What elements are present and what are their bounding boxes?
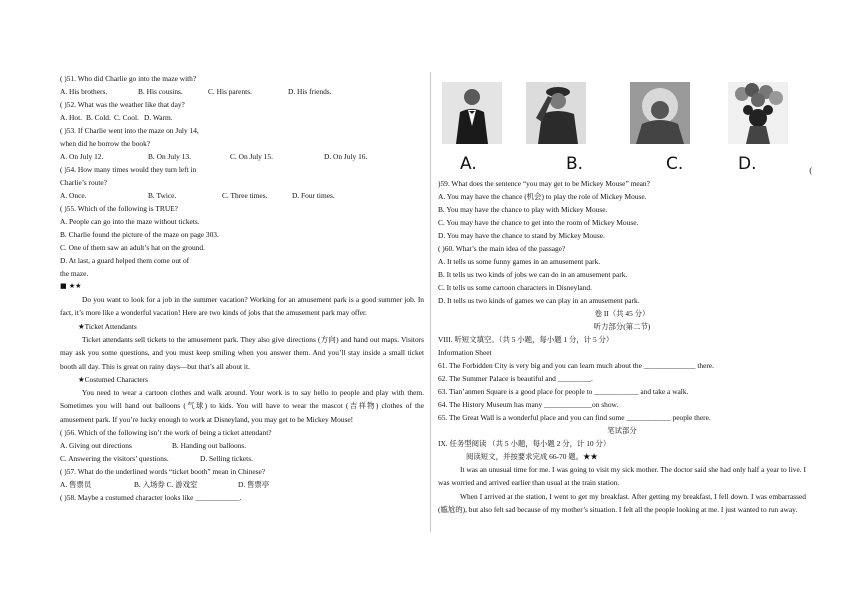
right-column xyxy=(438,74,812,517)
passage-ticket-attendants: Ticket attendants sell tickets to the amusement park. They also give directions (方向) and hand out maps. Visitors may ask you some questions, and you must keep smiling when you answer them. And you’ll stay inside a small ticket booth all day. This is great on rainy days—but that’s all about it. xyxy=(60,334,424,371)
options-53 xyxy=(60,150,424,163)
question-54: ( )54. How many times would they turn left in xyxy=(60,165,197,174)
picture-label-c: C. xyxy=(666,154,684,174)
option-c: C. On July 15. xyxy=(230,152,273,161)
question-54-cont: Charlie’s route? xyxy=(60,178,107,187)
option-b: B. You may have the chance to play with Mickey Mouse. xyxy=(438,205,608,214)
information-sheet-title: Information Sheet xyxy=(438,348,492,357)
option-c: C. His parents. xyxy=(208,87,252,96)
reading-paragraph-1: It was an unusual time for me. I was going to visit my sick mother. The doctor said she had only half a year to live. I was worried and arrived earlier than usual at the train station. xyxy=(438,465,806,488)
fill-63: 63. Tian’anmen Square is a good place for people to ____________ and take a walk. xyxy=(438,387,689,396)
option-c: C. Three times. xyxy=(222,191,268,200)
option-b: B. Handing out balloons. xyxy=(172,441,247,451)
option-a: A. You may have the chance (机会) to play the role of Mickey Mouse. xyxy=(438,192,647,201)
options-54 xyxy=(60,189,424,202)
question-56: ( )56. Which of the following isn’t the work of being a ticket attendant? xyxy=(60,428,272,438)
officer-picture xyxy=(526,82,586,144)
option-d: D. It tells us two kinds of games we can play in an amusement park. xyxy=(438,296,640,305)
listening-part-two: 听力部分(第二节) xyxy=(593,322,651,331)
options-52 xyxy=(60,111,424,124)
passage-intro: Do you want to look for a job in the summer vacation? Working for an amusement park is a good summer job. In fact, it’s more like a wonderful vacation! Here are two kinds of jobs that the amusement park may offer. xyxy=(60,295,424,318)
pilot-picture xyxy=(630,82,690,144)
picture-label-b: B. xyxy=(566,154,584,174)
reading-instruction: 阅读短文，并按要求完成 66-70 题。★★ xyxy=(466,452,598,461)
option-c: C. Cool. xyxy=(114,113,139,122)
option-d: D. Selling tickets. xyxy=(200,454,253,464)
volume-two-heading: 卷 II（共 45 分） xyxy=(594,309,650,318)
option-a: A. Giving out directions xyxy=(60,441,132,451)
column-divider xyxy=(430,72,431,532)
picture-label-a: A. xyxy=(460,154,477,174)
option-c: C. It tells us some cartoon characters in Disneyland. xyxy=(438,283,592,292)
options-51 xyxy=(60,85,424,98)
options-57 xyxy=(60,478,424,491)
options-56 xyxy=(60,439,424,452)
option-d: D. On July 16. xyxy=(324,152,368,161)
question-55: ( )55. Which of the following is TRUE? xyxy=(60,204,178,213)
fill-65: 65. The Great Wall is a wonderful place and you can find some ____________ people there. xyxy=(438,413,711,422)
option-d-cont: the maze. xyxy=(60,269,89,278)
option-b: B. On July 13. xyxy=(148,152,191,161)
option-d: D. 售票亭 xyxy=(238,480,270,490)
heading-ticket-attendants: ★Ticket Attendants xyxy=(78,321,137,331)
option-b: B. Cold. xyxy=(86,113,111,122)
fill-61: 61. The Forbidden City is very big and you can learn much about the ______________ there. xyxy=(438,361,714,370)
option-d: D. You may have the chance to stand by Mickey Mouse. xyxy=(438,231,605,240)
option-b: B. It tells us two kinds of jobs we can do in an amusement park. xyxy=(438,270,628,279)
option-b-c: B. 入场券 C. 游戏室 xyxy=(134,480,198,490)
question-51: ( )51. Who did Charlie go into the maze with? xyxy=(60,74,197,83)
option-c: C. You may have the chance to get into the room of Mickey Mouse. xyxy=(438,218,639,227)
passage-costumed-characters: You need to wear a cartoon clothes and walk around. Your work is to say hello to people and play with them. Sometimes you will hand out balloons (气球) to kids. You will have to wear the mascot (吉祥物) clothes of the amusement park. If you’re lucky enough to work at Disneyland, you may get to be Mickey Mouse! xyxy=(60,388,424,424)
fill-62: 62. The Summer Palace is beautiful and _________. xyxy=(438,374,593,383)
paren-mark: ( xyxy=(809,166,812,175)
question-53-cont: when did he borrow the book? xyxy=(60,139,151,148)
section-eight-heading: VIII. 听短文填空。（共 5 小题，每小题 1 分，计 5 分） xyxy=(438,335,614,344)
answer-pictures xyxy=(438,74,812,175)
option-d: D. Warm. xyxy=(144,113,173,122)
section-mark: ■ ★★ xyxy=(60,282,82,290)
question-58: ( )58. Maybe a costumed character looks like ____________. xyxy=(60,493,242,503)
option-b: B. His cousins. xyxy=(138,87,183,96)
option-a: A. Once. xyxy=(60,191,87,200)
option-b: B. Charlie found the picture of the maze on page 303. xyxy=(60,230,219,239)
left-column xyxy=(60,72,424,504)
option-d: D. At last, a guard helped them come out of xyxy=(60,256,190,265)
reading-paragraph-2: When I arrived at the station, I went to get my breakfast. After getting my breakfast, I fell down. I was embarrassed (尴尬的), but also felt sad because of my mother’s situation. I felt all the people looking at me. I just wanted to run away. xyxy=(438,491,806,515)
heading-costumed-characters: ★Costumed Characters xyxy=(78,375,149,385)
waiter-picture xyxy=(442,82,502,144)
option-a: A. People can go into the maze without tickets. xyxy=(60,217,200,226)
fill-64: 64. The History Museum has many _____________on show. xyxy=(438,400,619,409)
question-59: )59. What does the sentence “you may get to be Mickey Mouse” mean? xyxy=(438,179,650,188)
option-c: C. Answering the visitors’ questions. xyxy=(60,454,169,464)
picture-label-d: D. xyxy=(738,154,757,174)
option-a: A. Hot. xyxy=(60,113,82,122)
option-d: D. His friends. xyxy=(288,87,332,96)
option-a: A. 售票员 xyxy=(60,480,92,490)
option-a: A. It tells us some funny games in an amusement park. xyxy=(438,257,601,266)
options-56-cont xyxy=(60,452,424,465)
option-a: A. On July 12. xyxy=(60,152,104,161)
section-nine-heading: IX. 任务型阅读 （共 5 小题，每小题 2 分，计 10 分） xyxy=(438,439,611,448)
question-60: ( )60. What’s the main idea of the passage? xyxy=(438,244,566,253)
question-57: ( )57. What do the underlined words “ticket booth” mean in Chinese? xyxy=(60,467,266,477)
question-53: ( )53. If Charlie went into the maze on July 14, xyxy=(60,126,199,135)
costumed-character-picture xyxy=(728,82,788,144)
written-part-heading: 笔试部分 xyxy=(607,426,637,435)
option-d: D. Four times. xyxy=(292,191,335,200)
option-b: B. Twice. xyxy=(148,191,177,200)
question-52: ( )52. What was the weather like that day? xyxy=(60,100,185,109)
option-a: A. His brothers. xyxy=(60,87,108,96)
option-c: C. One of them saw an adult’s hat on the ground. xyxy=(60,243,205,252)
